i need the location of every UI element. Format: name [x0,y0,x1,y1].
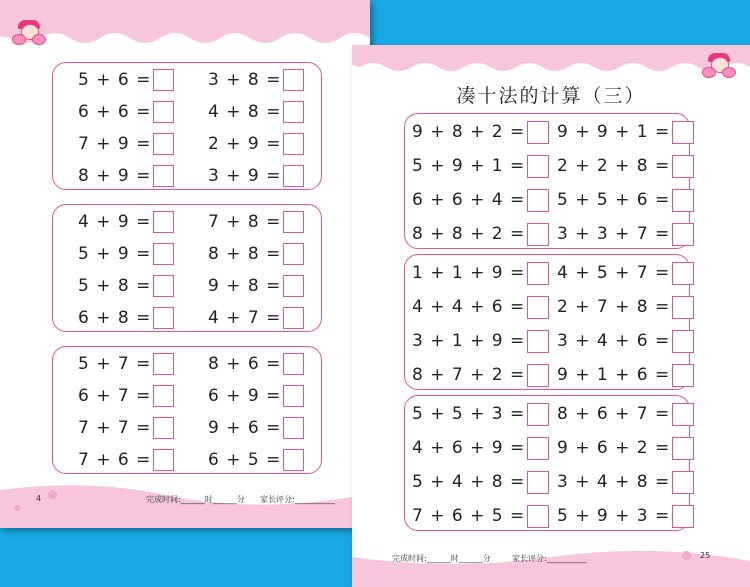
problem-expression: 6 + 8 = [78,308,152,328]
math-problem [557,329,694,353]
math-problem [78,242,174,266]
problem-expression: 4 + 6 + 9 = [412,438,526,458]
decor-dot [682,551,691,560]
problem-expression: 6 + 6 = [78,102,152,122]
problem-expression: 7 + 9 = [78,134,152,154]
answer-box[interactable] [153,353,174,375]
answer-box[interactable] [527,155,549,178]
math-problem [208,164,304,188]
problem-expression: 6 + 9 = [208,386,282,406]
math-problem [78,132,174,156]
math-problem [208,352,304,376]
answer-box[interactable] [672,223,694,246]
problem-expression: 4 + 5 + 7 = [557,263,671,283]
answer-box[interactable] [527,189,549,212]
problem-expression: 2 + 9 = [208,134,282,154]
completion-time-field: 完成时间:______时______分 [392,554,491,563]
answer-box[interactable] [527,296,549,319]
left-worksheet-page [0,0,370,528]
parent-rating-field: 家长评分:__________ [260,495,335,504]
math-problem [78,210,174,234]
math-problem [557,504,694,528]
problem-expression: 2 + 7 + 8 = [557,297,671,317]
answer-box[interactable] [283,133,304,155]
answer-box[interactable] [672,296,694,319]
problem-expression: 3 + 3 + 7 = [557,224,671,244]
problem-expression: 5 + 4 + 8 = [412,472,526,492]
math-problem [208,306,304,330]
math-problem [78,164,174,188]
problem-expression: 5 + 5 + 6 = [557,190,671,210]
math-problem [412,363,549,387]
page-title: 凑十法的计算（三） [456,85,646,107]
problem-expression: 5 + 7 = [78,354,152,374]
math-problem [557,436,694,460]
math-problem [412,154,549,178]
parent-rating-field: 家长评分:__________ [512,554,587,563]
answer-box[interactable] [672,121,694,144]
answer-box[interactable] [672,189,694,212]
problem-expression: 8 + 9 = [78,166,152,186]
problem-expression: 4 + 7 = [208,308,282,328]
answer-box[interactable] [153,101,174,123]
math-problem [78,274,174,298]
math-problem [208,384,304,408]
math-problem [412,329,549,353]
answer-box[interactable] [672,437,694,460]
problem-expression: 8 + 6 = [208,354,282,374]
answer-box[interactable] [153,165,174,187]
answer-box[interactable] [527,262,549,285]
problem-expression: 9 + 8 + 2 = [412,122,526,142]
answer-box[interactable] [153,243,174,265]
answer-box[interactable] [283,211,304,233]
problem-expression: 5 + 8 = [78,276,152,296]
answer-box[interactable] [527,437,549,460]
math-problem [208,242,304,266]
problem-expression: 9 + 6 = [208,418,282,438]
completion-time-field: 完成时间:______时______分 [146,495,245,504]
answer-box[interactable] [283,307,304,329]
math-problem [208,132,304,156]
answer-box[interactable] [527,330,549,353]
answer-box[interactable] [527,223,549,246]
problem-expression: 2 + 2 + 8 = [557,156,671,176]
answer-box[interactable] [527,403,549,426]
decor-dot [14,505,20,511]
math-problem [557,261,694,285]
math-problem [78,384,174,408]
math-problem [78,306,174,330]
answer-box[interactable] [283,275,304,297]
problem-expression: 4 + 8 = [208,102,282,122]
problem-expression: 3 + 1 + 9 = [412,331,526,351]
math-problem [557,120,694,144]
problem-expression: 5 + 9 + 1 = [412,156,526,176]
problem-expression: 3 + 8 = [208,70,282,90]
answer-box[interactable] [283,243,304,265]
problem-expression: 6 + 5 = [208,450,282,470]
problem-expression: 7 + 6 = [78,450,152,470]
answer-box[interactable] [672,505,694,528]
problem-expression: 7 + 8 = [208,212,282,232]
problem-expression: 1 + 1 + 9 = [412,263,526,283]
decor-dot [48,490,57,499]
answer-box[interactable] [283,417,304,439]
answer-box[interactable] [283,353,304,375]
answer-box[interactable] [153,133,174,155]
problem-expression: 3 + 4 + 6 = [557,331,671,351]
math-problem [208,210,304,234]
answer-box[interactable] [283,69,304,91]
answer-box[interactable] [672,364,694,387]
problem-expression: 9 + 9 + 1 = [557,122,671,142]
answer-box[interactable] [153,69,174,91]
answer-box[interactable] [672,155,694,178]
answer-box[interactable] [527,364,549,387]
math-problem [412,222,549,246]
top-wave-decoration [0,0,370,60]
problem-expression: 5 + 9 + 3 = [557,506,671,526]
math-problem [412,261,549,285]
answer-box[interactable] [153,275,174,297]
problem-expression: 8 + 8 = [208,244,282,264]
math-problem [78,352,174,376]
math-problem [208,100,304,124]
problem-expression: 7 + 7 = [78,418,152,438]
math-problem [557,470,694,494]
problem-expression: 6 + 7 = [78,386,152,406]
answer-box[interactable] [672,403,694,426]
answer-box[interactable] [283,101,304,123]
girl-mascot-icon [702,53,736,79]
math-problem [557,295,694,319]
math-problem [78,416,174,440]
problem-expression: 5 + 5 + 3 = [412,404,526,424]
right-worksheet-page [352,45,750,587]
problem-expression: 5 + 9 = [78,244,152,264]
answer-box[interactable] [153,385,174,407]
answer-box[interactable] [527,121,549,144]
problem-expression: 3 + 4 + 8 = [557,472,671,492]
answer-box[interactable] [672,330,694,353]
math-problem [412,504,549,528]
math-problem [412,402,549,426]
answer-box[interactable] [153,307,174,329]
math-problem [208,68,304,92]
page-number: 25 [700,551,711,560]
problem-expression: 7 + 6 + 5 = [412,506,526,526]
problem-expression: 9 + 8 = [208,276,282,296]
problem-expression: 6 + 6 + 4 = [412,190,526,210]
answer-box[interactable] [153,211,174,233]
math-problem [78,68,174,92]
math-problem [557,188,694,212]
problem-expression: 4 + 9 = [78,212,152,232]
math-problem [557,154,694,178]
answer-box[interactable] [672,471,694,494]
math-problem [412,188,549,212]
math-problem [412,436,549,460]
answer-box[interactable] [283,165,304,187]
math-problem [208,274,304,298]
math-problem [557,222,694,246]
math-problem [412,295,549,319]
problem-expression: 8 + 7 + 2 = [412,365,526,385]
answer-box[interactable] [153,417,174,439]
answer-box[interactable] [527,505,549,528]
math-problem [78,100,174,124]
problem-expression: 9 + 6 + 2 = [557,438,671,458]
problem-expression: 8 + 6 + 7 = [557,404,671,424]
problem-expression: 4 + 4 + 6 = [412,297,526,317]
answer-box[interactable] [283,385,304,407]
problem-expression: 3 + 9 = [208,166,282,186]
problem-expression: 9 + 1 + 6 = [557,365,671,385]
answer-box[interactable] [672,262,694,285]
problem-expression: 5 + 6 = [78,70,152,90]
page-number: 4 [36,494,42,503]
math-problem [557,363,694,387]
math-problem [208,416,304,440]
math-problem [557,402,694,426]
answer-box[interactable] [527,471,549,494]
math-problem [412,470,549,494]
math-problem [412,120,549,144]
problem-expression: 8 + 8 + 2 = [412,224,526,244]
girl-mascot-icon [12,20,46,46]
